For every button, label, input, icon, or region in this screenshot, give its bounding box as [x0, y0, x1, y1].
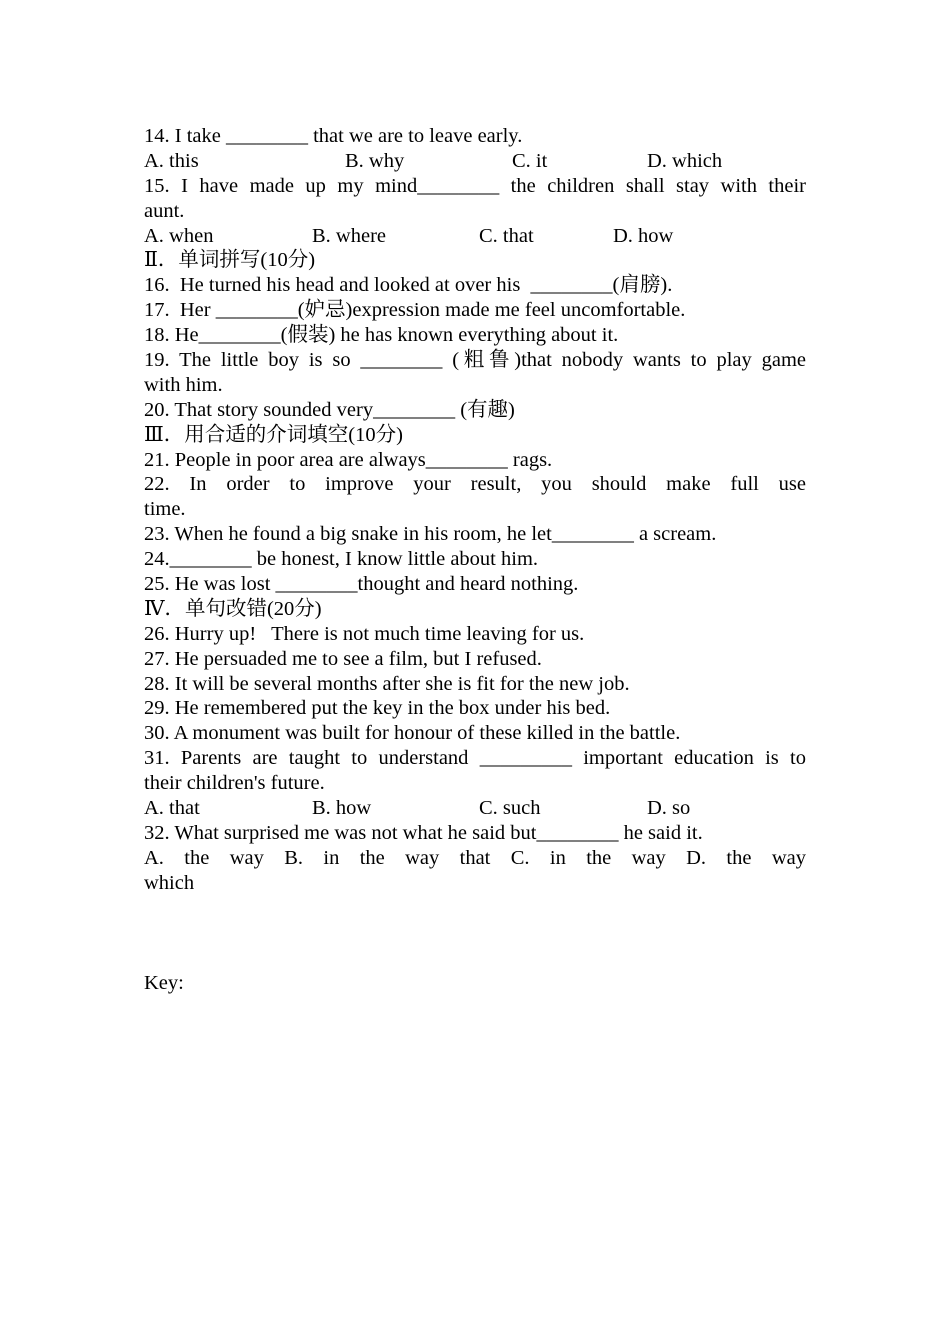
question-26: 26. Hurry up! There is not much time leaving for us. — [144, 622, 585, 645]
question-25: 25. He was lost ________thought and heard nothing. — [144, 573, 579, 596]
question-18: 18. He________(假装) he has known everything about it. — [144, 324, 619, 347]
question-24: 24.________ be honest, I know little about him. — [144, 548, 539, 571]
question-28: 28. It will be several months after she is fit for the new job. — [144, 672, 630, 695]
question-27: 27. He persuaded me to see a film, but I refused. — [144, 647, 542, 670]
question-30: 30. A monument was built for honour of these killed in the battle. — [144, 722, 681, 745]
question-23: 23. When he found a big snake in his room, he let________ a scream. — [144, 523, 717, 546]
option-a: A. when — [144, 224, 214, 247]
question-32-stem: 32. What surprised me was not what he said but________ he said it. — [144, 821, 703, 844]
question-22-line1: 22. In order to improve your result, you should make full use — [144, 473, 806, 496]
question-31-stem-line2: their children's future. — [144, 772, 325, 795]
question-32-options-line2: which — [144, 871, 195, 894]
question-14-options — [144, 149, 806, 174]
question-22-line2: time. — [144, 498, 186, 521]
question-16: 16. He turned his head and looked at over his ________(肩膀). — [144, 274, 673, 297]
question-17: 17. Her ________(妒忌)expression made me feel uncomfortable. — [144, 299, 686, 322]
question-19-line1: 19. The little boy is so ________ (粗鲁)that nobody wants to play game — [144, 349, 806, 372]
option-d: D. so — [647, 797, 691, 820]
question-15-stem-line2: aunt. — [144, 199, 185, 222]
question-15-options — [144, 224, 806, 249]
key-label: Key: — [144, 971, 184, 994]
question-31-options — [144, 796, 806, 821]
option-b: B. where — [312, 224, 387, 247]
question-29: 29. He remembered put the key in the box under his bed. — [144, 697, 611, 720]
section-3-heading: Ⅲ．用合适的介词填空(10分) — [144, 423, 403, 446]
option-c: C. it — [512, 149, 548, 172]
option-b: B. why — [345, 149, 405, 172]
worksheet-page — [144, 124, 806, 996]
question-20: 20. That story sounded very________ (有趣) — [144, 398, 515, 421]
section-2-heading: Ⅱ．单词拼写(10分) — [144, 249, 316, 272]
question-32-options-line1: A. the way B. in the way that C. in the way D. the way — [144, 846, 806, 869]
option-c: C. that — [479, 224, 534, 247]
question-19-line2: with him. — [144, 373, 223, 396]
option-d: D. which — [647, 149, 723, 172]
question-31-stem-line1: 31. Parents are taught to understand _________ important education is to — [144, 747, 806, 770]
option-a: A. this — [144, 149, 199, 172]
question-14-stem: 14. I take ________ that we are to leave early. — [144, 125, 523, 147]
option-d: D. how — [613, 224, 674, 247]
option-c: C. such — [479, 797, 541, 820]
section-4-heading: Ⅳ．单句改错(20分) — [144, 597, 322, 620]
question-15-stem-line1: 15. I have made up my mind________ the children shall stay with their — [144, 174, 806, 197]
option-b: B. how — [312, 797, 372, 820]
option-a: A. that — [144, 797, 200, 820]
question-21: 21. People in poor area are always________ rags. — [144, 448, 553, 471]
